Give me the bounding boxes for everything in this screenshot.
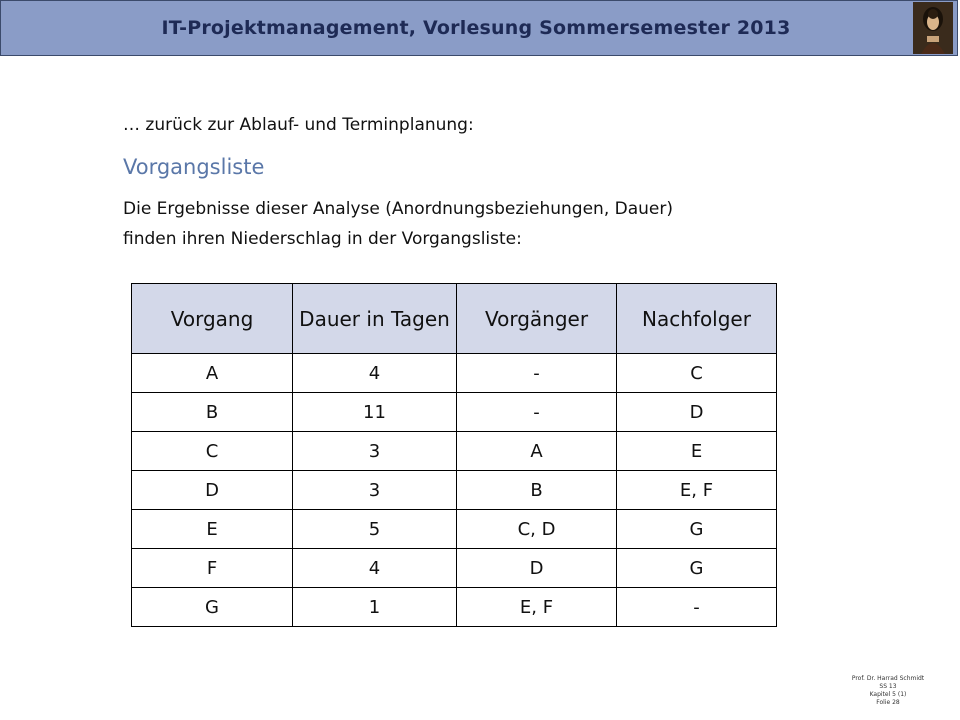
section-title: Vorgangsliste <box>123 155 265 179</box>
table-cell: - <box>457 354 617 393</box>
table-header-cell: Vorgang <box>132 284 293 354</box>
table-row <box>132 432 777 471</box>
table-cell: C <box>132 432 293 471</box>
table-cell: B <box>132 393 293 432</box>
table-cell: E <box>617 432 777 471</box>
table-row <box>132 510 777 549</box>
table-header-cell: Dauer in Tagen <box>293 284 457 354</box>
table-cell: 4 <box>293 354 457 393</box>
body-text <box>123 194 843 254</box>
footer-slide-number: Folie 28 <box>876 699 900 706</box>
table-cell: G <box>132 588 293 627</box>
table-cell: E <box>132 510 293 549</box>
portrait-image <box>913 2 953 54</box>
table-row <box>132 471 777 510</box>
vorgangsliste-table <box>131 283 777 627</box>
table-cell: - <box>617 588 777 627</box>
table-cell: G <box>617 510 777 549</box>
table-cell: 4 <box>293 549 457 588</box>
table-cell: 3 <box>293 471 457 510</box>
table-cell: D <box>132 471 293 510</box>
table-cell: B <box>457 471 617 510</box>
table-cell: A <box>457 432 617 471</box>
table-cell: F <box>132 549 293 588</box>
slide-header-title: IT-Projektmanagement, Vorlesung Sommersemester 2013 <box>161 17 791 39</box>
table-cell: E, F <box>617 471 777 510</box>
table-row <box>132 588 777 627</box>
body-line-1: Die Ergebnisse dieser Analyse (Anordnungsbeziehungen, Dauer) <box>123 199 673 219</box>
table-header-row <box>132 284 777 354</box>
table-cell: C <box>617 354 777 393</box>
table-cell: A <box>132 354 293 393</box>
table-cell: D <box>617 393 777 432</box>
table-row <box>132 354 777 393</box>
slide-footer <box>828 675 948 707</box>
table-header-cell: Vorgänger <box>457 284 617 354</box>
table-header-cell: Nachfolger <box>617 284 777 354</box>
table-cell: G <box>617 549 777 588</box>
table-cell: D <box>457 549 617 588</box>
table-row <box>132 393 777 432</box>
table-cell: 3 <box>293 432 457 471</box>
footer-semester: SS 13 <box>879 683 897 690</box>
body-line-2: finden ihren Niederschlag in der Vorgangsliste: <box>123 229 522 249</box>
table-row <box>132 549 777 588</box>
table-cell: E, F <box>457 588 617 627</box>
header-bar <box>0 0 958 56</box>
footer-author: Prof. Dr. Harrad Schmidt <box>851 675 925 682</box>
table-cell: C, D <box>457 510 617 549</box>
portrait-graphic <box>913 2 953 54</box>
table-cell: 11 <box>293 393 457 432</box>
table-cell: 1 <box>293 588 457 627</box>
table-cell: - <box>457 393 617 432</box>
intro-text: … zurück zur Ablauf- und Terminplanung: <box>123 115 474 135</box>
footer-chapter: Kapitel 5 (1) <box>869 691 907 698</box>
table-cell: 5 <box>293 510 457 549</box>
